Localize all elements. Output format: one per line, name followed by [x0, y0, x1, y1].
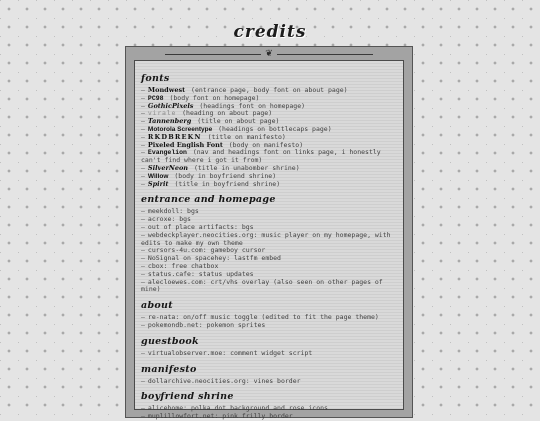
list-item: — PC98 (body font on homepage): [141, 93, 260, 102]
page-title: credits: [233, 22, 307, 42]
font-name: Mondwest: [147, 86, 186, 94]
list-item: — Willow (body in boyfriend shrine): [141, 171, 277, 180]
section-heading: boyfriend shrine: [141, 391, 234, 403]
credit-list: [141, 314, 397, 330]
section-about: [141, 300, 397, 330]
credit-list: [141, 350, 397, 358]
list-item: — status.cafe: status updates: [141, 269, 254, 278]
list-item: — Mondwest (entrance page, body font on about page): [141, 86, 348, 94]
section-manifesto: [141, 364, 397, 386]
list-item: — webdeckplayer.neocities.org: music player on my homepage, with edits to make my own theme: [141, 230, 391, 247]
credit-list: [141, 378, 397, 386]
font-name: Evangelion: [147, 149, 187, 157]
list-item: — Motorola Screentype (headings on bottlecaps page): [141, 124, 332, 133]
section-heading: fonts: [141, 73, 170, 84]
list-item: — cursors-4u.com: gameboy cursor: [141, 246, 266, 255]
list-item: — muplillowfort.net: pink frilly border: [141, 412, 293, 421]
list-item: — GothicPixels (headings font on homepage): [141, 101, 306, 110]
font-name: Tannenberg: [147, 117, 192, 126]
font-name: Spirit: [147, 179, 169, 188]
list-item: — SilverNeon (title in unabomber shrine): [141, 163, 300, 172]
credit-list: [141, 87, 397, 188]
section-heading: entrance and homepage: [141, 194, 276, 206]
credit-list: [141, 208, 397, 294]
scroll-ornament-icon: ❦: [126, 49, 412, 59]
section-boyfriend-shrine: [141, 391, 397, 421]
credits-panel[interactable]: [134, 60, 404, 421]
font-name: PC98: [147, 94, 164, 102]
font-name: SilverNeon: [147, 163, 189, 172]
list-item: — dollarchive.neocities.org: vines border: [141, 376, 301, 385]
section-fonts: [141, 73, 397, 188]
font-name: Motorola Screentype: [147, 125, 213, 133]
section-heading: manifesto: [141, 363, 197, 375]
font-name: GothicPixels: [147, 101, 194, 110]
list-item: — alecloewes.com: crt/vhs overlay (also seen on other pages of mine): [141, 277, 383, 294]
list-item: — cbox: free chatbox: [141, 261, 219, 270]
font-name: Pixeled English Font: [147, 140, 223, 149]
list-item: — meekdoll: bgs: [141, 207, 199, 216]
section-guestbook: [141, 336, 397, 358]
font-name: RKDBREKN: [147, 132, 202, 141]
list-item: — acroxe: bgs: [141, 215, 191, 224]
list-item: — virtualobserver.moe: comment widget script: [141, 348, 313, 357]
list-item: — Pixeled English Font (body on manifesto): [141, 140, 304, 149]
font-name: virale: [147, 109, 177, 118]
section-entrance-homepage: [141, 194, 397, 294]
list-item: — pokemondb.net: pokemon sprites: [141, 320, 266, 329]
list-item: — virale (heading on about page): [141, 109, 273, 118]
list-item: — Spirit (title in boyfriend shrine): [141, 179, 281, 188]
list-item: — Tannenberg (title on about page): [141, 117, 280, 126]
list-item: — re-nata: on/off music toggle (edited to fit the page theme): [141, 313, 379, 322]
section-heading: about: [141, 300, 173, 312]
list-item: — out of place artifacts: bgs: [141, 222, 254, 231]
list-item: — alicehome: polka dot background and rose icons: [141, 404, 328, 413]
credit-list: [141, 405, 397, 421]
list-item: — NoSignal on spacehey: lastfm embed: [141, 254, 281, 263]
list-item: — RKDBREKN (title on manifesto): [141, 132, 286, 141]
list-item: — Evangelion (nav and headings font on links page, i honestly can't find where i got it from): [141, 148, 381, 165]
section-heading: guestbook: [141, 335, 199, 347]
font-name: Willow: [147, 172, 169, 180]
